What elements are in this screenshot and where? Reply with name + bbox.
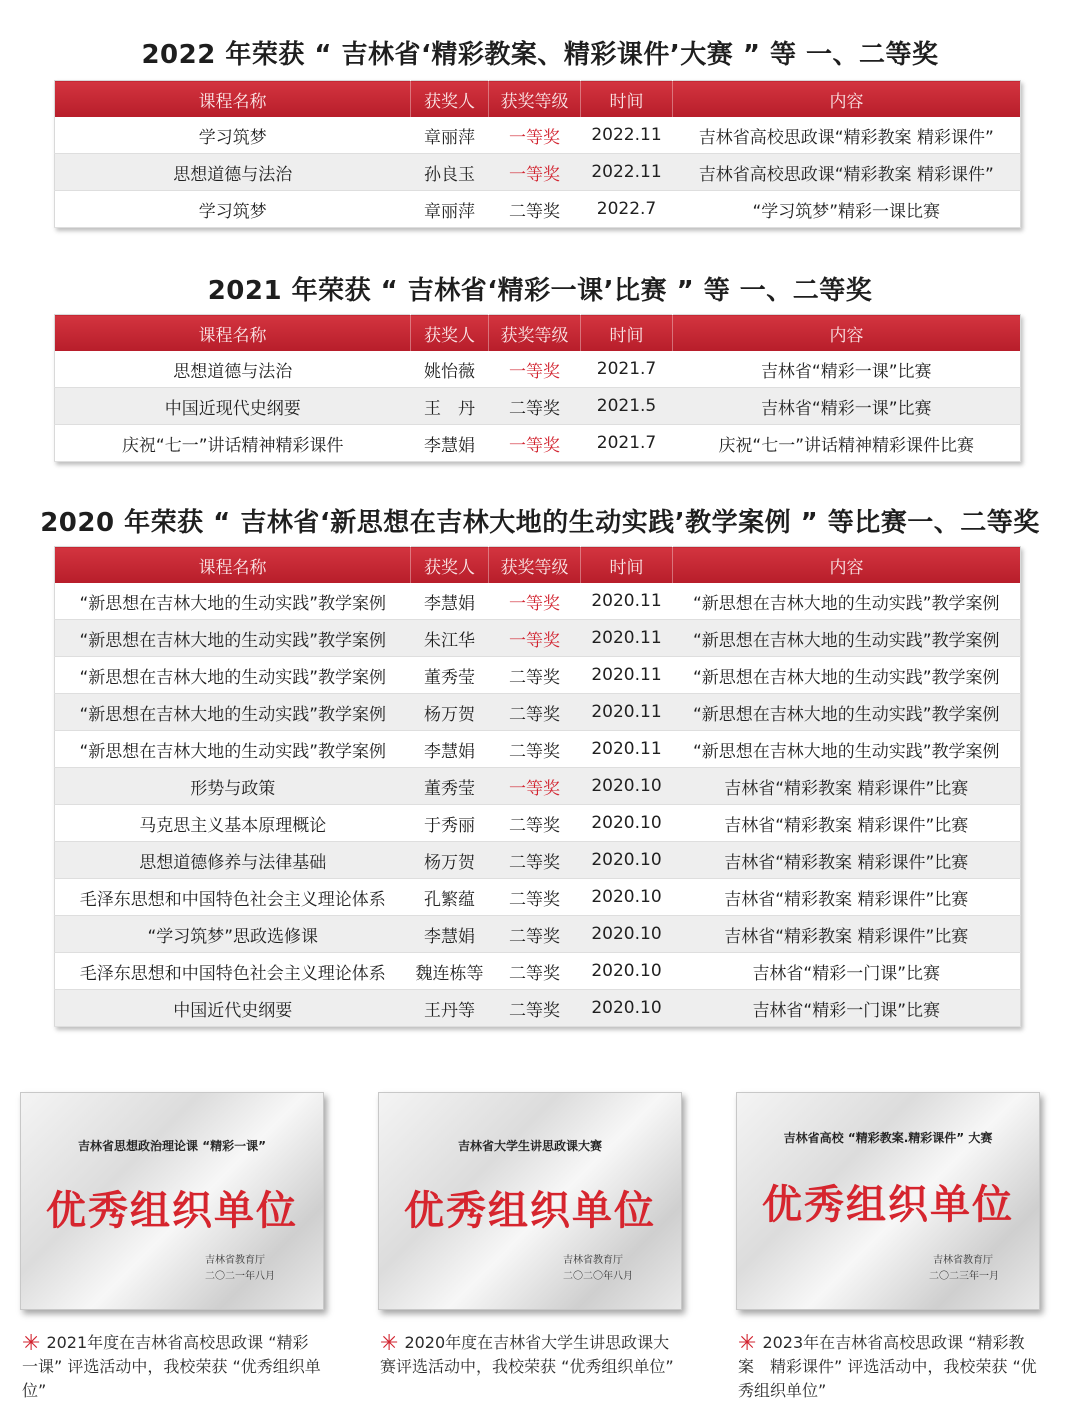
awards-table-2021	[54, 314, 1021, 462]
cell-level: 二等奖	[489, 694, 581, 731]
plaque-date: 二〇二三年一月	[929, 1271, 999, 1282]
cell-level: 二等奖	[489, 990, 581, 1027]
plaque-award-title: 优秀组织单位	[762, 1181, 1014, 1228]
cell-content: 吉林省“精彩一门课”比赛	[673, 953, 1021, 990]
cell-content: 吉林省“精彩教案 精彩课件”比赛	[673, 879, 1021, 916]
cell-winner: 魏连栋等	[411, 953, 489, 990]
cell-content: 吉林省“精彩一门课”比赛	[673, 990, 1021, 1027]
cell-level: 二等奖	[489, 388, 581, 425]
cell-winner: 董秀莹	[411, 768, 489, 805]
cell-content: 吉林省“精彩教案 精彩课件”比赛	[673, 768, 1021, 805]
cell-level: 一等奖	[489, 425, 581, 462]
plaque-2020	[378, 1092, 682, 1310]
table-row	[55, 657, 1021, 694]
cell-time: 2022.11	[581, 117, 673, 154]
table-row	[55, 953, 1021, 990]
section-title-2020: 2020 年荣获 “ 吉林省‘新思想在吉林大地的生动实践’教学案例 ” 等比赛一、二等奖	[40, 508, 1040, 538]
cell-time: 2020.11	[581, 620, 673, 657]
cell-course: 毛泽东思想和中国特色社会主义理论体系	[55, 953, 411, 990]
caption-text: 2021年度在吉林省高校思政课 “精彩一课” 评选活动中，我校荣获 “优秀组织单位”	[22, 1333, 321, 1400]
col-time: 时间	[581, 547, 673, 584]
cell-content: “新思想在吉林大地的生动实践”教学案例	[673, 731, 1021, 768]
cell-winner: 王 丹	[411, 388, 489, 425]
cell-content: “新思想在吉林大地的生动实践”教学案例	[673, 657, 1021, 694]
table-row	[55, 117, 1021, 154]
col-time: 时间	[581, 315, 673, 352]
cell-winner: 孙良玉	[411, 154, 489, 191]
section-title-2022: 2022 年荣获 “ 吉林省‘精彩教案、精彩课件’大赛 ” 等 一、二等奖	[141, 40, 939, 70]
cell-time: 2020.10	[581, 805, 673, 842]
cell-level: 一等奖	[489, 117, 581, 154]
col-winner: 获奖人	[411, 315, 489, 352]
caption-2021	[22, 1330, 322, 1403]
caption-2023	[738, 1330, 1038, 1403]
cell-time: 2021.7	[581, 351, 673, 388]
cell-level: 二等奖	[489, 657, 581, 694]
cell-content: 吉林省“精彩教案 精彩课件”比赛	[673, 842, 1021, 879]
table-header-row	[55, 315, 1021, 352]
cell-course: 思想道德与法治	[55, 154, 411, 191]
cell-level: 二等奖	[489, 731, 581, 768]
table-header-row	[55, 81, 1021, 118]
cell-content: “新思想在吉林大地的生动实践”教学案例	[673, 583, 1021, 620]
col-course: 课程名称	[55, 547, 411, 584]
cell-time: 2020.11	[581, 731, 673, 768]
cell-level: 一等奖	[489, 154, 581, 191]
cell-course: 思想道德修养与法律基础	[55, 842, 411, 879]
cell-content: 吉林省高校思政课“精彩教案 精彩课件”	[673, 154, 1021, 191]
cell-content: 吉林省“精彩教案 精彩课件”比赛	[673, 805, 1021, 842]
cell-course: “新思想在吉林大地的生动实践”教学案例	[55, 694, 411, 731]
plaque-award-title: 优秀组织单位	[46, 1187, 298, 1234]
cell-time: 2021.5	[581, 388, 673, 425]
col-winner: 获奖人	[411, 81, 489, 118]
cell-time: 2022.7	[581, 191, 673, 228]
cell-time: 2020.10	[581, 916, 673, 953]
cell-level: 二等奖	[489, 879, 581, 916]
cell-winner: 李慧娟	[411, 425, 489, 462]
table-row	[55, 842, 1021, 879]
cell-level: 二等奖	[489, 191, 581, 228]
col-level: 获奖等级	[489, 81, 581, 118]
plaque-heading: 吉林省思想政治理论课 “精彩一课”	[78, 1139, 266, 1153]
plaque-issuer: 吉林省教育厅	[933, 1255, 993, 1266]
col-time: 时间	[581, 81, 673, 118]
cell-level: 二等奖	[489, 916, 581, 953]
asterisk-icon: ✳	[738, 1331, 757, 1356]
cell-winner: 朱江华	[411, 620, 489, 657]
cell-winner: 李慧娟	[411, 731, 489, 768]
plaque-heading: 吉林省高校 “精彩教案.精彩课件” 大赛	[783, 1131, 993, 1145]
cell-content: “新思想在吉林大地的生动实践”教学案例	[673, 694, 1021, 731]
cell-content: 庆祝“七一”讲话精神精彩课件比赛	[673, 425, 1021, 462]
cell-course: 庆祝“七一”讲话精神精彩课件	[55, 425, 411, 462]
col-level: 获奖等级	[489, 315, 581, 352]
table-row	[55, 768, 1021, 805]
awards-table-2022	[54, 80, 1021, 228]
plaque-2023	[736, 1092, 1040, 1310]
cell-level: 一等奖	[489, 768, 581, 805]
cell-time: 2020.10	[581, 768, 673, 805]
cell-winner: 杨万贺	[411, 842, 489, 879]
table-row	[55, 731, 1021, 768]
cell-winner: 于秀丽	[411, 805, 489, 842]
cell-level: 二等奖	[489, 842, 581, 879]
plaque-issuer: 吉林省教育厅	[205, 1255, 265, 1266]
plaque-heading: 吉林省大学生讲思政课大赛	[457, 1139, 602, 1153]
cell-course: “新思想在吉林大地的生动实践”教学案例	[55, 657, 411, 694]
cell-content: 吉林省“精彩一课”比赛	[673, 351, 1021, 388]
cell-time: 2020.11	[581, 694, 673, 731]
plaque-award-title: 优秀组织单位	[404, 1187, 656, 1234]
cell-course: 思想道德与法治	[55, 351, 411, 388]
cell-course: “学习筑梦”思政选修课	[55, 916, 411, 953]
asterisk-icon: ✳	[22, 1331, 41, 1356]
cell-time: 2020.10	[581, 842, 673, 879]
col-winner: 获奖人	[411, 547, 489, 584]
table-row	[55, 583, 1021, 620]
cell-winner: 孔繁蕴	[411, 879, 489, 916]
cell-course: 形势与政策	[55, 768, 411, 805]
table-row	[55, 351, 1021, 388]
cell-time: 2020.11	[581, 657, 673, 694]
table-row	[55, 388, 1021, 425]
cell-level: 一等奖	[489, 583, 581, 620]
table-row	[55, 425, 1021, 462]
cell-winner: 姚怡薇	[411, 351, 489, 388]
cell-course: 学习筑梦	[55, 191, 411, 228]
table-row	[55, 694, 1021, 731]
cell-time: 2022.11	[581, 154, 673, 191]
cell-course: 毛泽东思想和中国特色社会主义理论体系	[55, 879, 411, 916]
cell-winner: 章丽萍	[411, 191, 489, 228]
cell-course: 中国近现代史纲要	[55, 388, 411, 425]
plaque-date: 二〇二一年八月	[205, 1271, 275, 1282]
asterisk-icon: ✳	[380, 1331, 399, 1356]
table-row	[55, 990, 1021, 1027]
cell-level: 二等奖	[489, 953, 581, 990]
cell-content: 吉林省“精彩教案 精彩课件”比赛	[673, 916, 1021, 953]
cell-course: 中国近代史纲要	[55, 990, 411, 1027]
cell-content: 吉林省高校思政课“精彩教案 精彩课件”	[673, 117, 1021, 154]
col-course: 课程名称	[55, 81, 411, 118]
table-header-row	[55, 547, 1021, 584]
cell-course: “新思想在吉林大地的生动实践”教学案例	[55, 731, 411, 768]
cell-level: 二等奖	[489, 805, 581, 842]
col-course: 课程名称	[55, 315, 411, 352]
table-row	[55, 154, 1021, 191]
caption-text: 2023年在吉林省高校思政课 “精彩教案 精彩课件” 评选活动中，我校荣获 “优秀组织单位”	[738, 1333, 1037, 1400]
cell-time: 2021.7	[581, 425, 673, 462]
cell-time: 2020.11	[581, 583, 673, 620]
col-content: 内容	[673, 81, 1021, 118]
cell-time: 2020.10	[581, 953, 673, 990]
cell-level: 一等奖	[489, 351, 581, 388]
cell-winner: 董秀莹	[411, 657, 489, 694]
plaque-issuer: 吉林省教育厅	[563, 1255, 623, 1266]
cell-course: “新思想在吉林大地的生动实践”教学案例	[55, 583, 411, 620]
cell-course: “新思想在吉林大地的生动实践”教学案例	[55, 620, 411, 657]
cell-winner: 杨万贺	[411, 694, 489, 731]
awards-table-2020	[54, 546, 1021, 1027]
col-level: 获奖等级	[489, 547, 581, 584]
cell-winner: 章丽萍	[411, 117, 489, 154]
table-row	[55, 620, 1021, 657]
cell-time: 2020.10	[581, 990, 673, 1027]
cell-winner: 李慧娟	[411, 583, 489, 620]
col-content: 内容	[673, 547, 1021, 584]
cell-content: “学习筑梦”精彩一课比赛	[673, 191, 1021, 228]
cell-level: 一等奖	[489, 620, 581, 657]
table-row	[55, 916, 1021, 953]
plaque-date: 二〇二〇年八月	[563, 1271, 633, 1282]
cell-time: 2020.10	[581, 879, 673, 916]
cell-winner: 王丹等	[411, 990, 489, 1027]
cell-content: “新思想在吉林大地的生动实践”教学案例	[673, 620, 1021, 657]
cell-winner: 李慧娟	[411, 916, 489, 953]
cell-content: 吉林省“精彩一课”比赛	[673, 388, 1021, 425]
table-row	[55, 805, 1021, 842]
cell-course: 马克思主义基本原理概论	[55, 805, 411, 842]
caption-text: 2020年度在吉林省大学生讲思政课大赛评选活动中，我校荣获 “优秀组织单位”	[380, 1333, 674, 1376]
table-row	[55, 879, 1021, 916]
caption-2020	[380, 1330, 680, 1379]
col-content: 内容	[673, 315, 1021, 352]
plaque-2021	[20, 1092, 324, 1310]
section-title-2021: 2021 年荣获 “ 吉林省‘精彩一课’比赛 ” 等 一、二等奖	[207, 276, 873, 306]
cell-course: 学习筑梦	[55, 117, 411, 154]
table-row	[55, 191, 1021, 228]
